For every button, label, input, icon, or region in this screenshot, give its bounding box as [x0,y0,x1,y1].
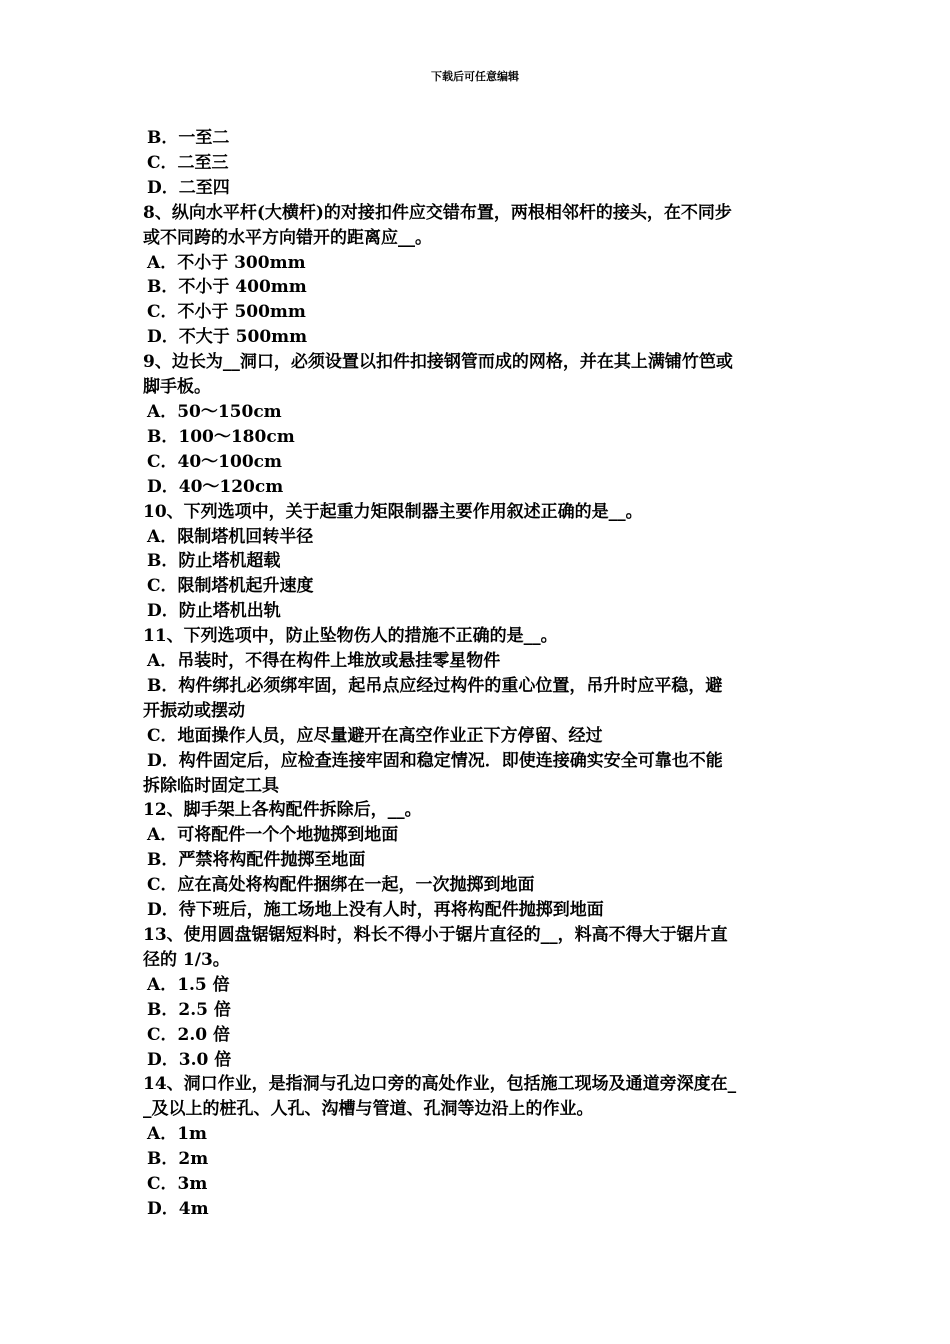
question-text: 拆除临时固定工具 [143,775,279,796]
question-text: 9、边长为__洞口，必须设置以扣件扣接钢管而成的网格，并在其上满铺竹笆或 [143,352,733,373]
question-text: 13、使用圆盘锯锯短料时，料长不得小于锯片直径的__，料高不得大于锯片直 [143,925,728,945]
answer-option: C．不小于 500mm [147,302,306,323]
answer-option: A．1m [147,1124,208,1145]
answer-option: B．不小于 400mm [147,277,307,298]
answer-option: C．限制塔机起升速度 [147,576,314,597]
question-text: 开振动或摆动 [143,700,245,721]
answer-option: D．二至四 [147,177,230,198]
answer-option: C．地面操作人员，应尽量避开在高空作业正下方停留、经过 [147,725,603,746]
answer-option: B．2m [147,1149,209,1170]
question-text: _及以上的桩孔、人孔、沟槽与管道、孔洞等边沿上的作业。 [143,1099,594,1120]
question-text: 12、脚手架上各构配件拆除后，__。 [143,800,422,821]
answer-option: D．3.0 倍 [147,1049,232,1070]
answer-option: B．构件绑扎必须绑牢固，起吊点应经过构件的重心位置，吊升时应平稳，避 [147,675,723,696]
answer-option: B．2.5 倍 [147,999,231,1020]
answer-option: C．2.0 倍 [147,1024,231,1045]
question-text: 10、下列选项中，关于起重力矩限制器主要作用叙述正确的是__。 [143,501,643,522]
answer-option: C．3m [147,1174,208,1195]
answer-option: A．可将配件一个个地抛掷到地面 [147,825,399,846]
question-text: 脚手板。 [143,377,211,398]
answer-option: D．待下班后，施工场地上没有人时，再将构配件抛掷到地面 [147,900,604,921]
answer-option: B．严禁将构配件抛掷至地面 [147,850,366,871]
answer-option: A．吊装时，不得在构件上堆放或悬挂零星物件 [147,651,501,672]
answer-option: D．防止塔机出轨 [147,601,281,622]
question-list [143,126,813,1222]
answer-option: D．40～120cm [147,476,284,497]
answer-option: D．不大于 500mm [147,327,308,348]
answer-option: C．二至三 [147,152,229,173]
answer-option: D．构件固定后，应检查连接牢固和稳定情况．即使连接确实安全可靠也不能 [147,750,723,771]
question-text: 14、洞口作业，是指洞与孔边口旁的高处作业，包括施工现场及通道旁深度在_ [143,1074,737,1095]
answer-option: C．40～100cm [147,451,283,472]
answer-option: A．限制塔机回转半径 [147,526,314,547]
answer-option: A．50～150cm [147,401,282,422]
answer-option: B．100～180cm [147,426,295,447]
answer-option: A．不小于 300mm [147,252,306,273]
question-text: 或不同跨的水平方向错开的距离应__。 [143,227,432,248]
answer-option: A．1.5 倍 [147,974,230,995]
question-text: 径的 1/3。 [143,949,230,970]
answer-option: B．防止塔机超载 [147,551,281,572]
answer-option: B．一至二 [147,128,230,148]
answer-option: D．4m [147,1198,209,1219]
page-header: 下载后可任意编辑 [431,70,519,83]
question-text: 8、纵向水平杆(大横杆)的对接扣件应交错布置，两根相邻杆的接头，在不同步 [143,202,732,223]
question-text: 11、下列选项中，防止坠物伤人的措施不正确的是__。 [143,626,558,647]
answer-option: C．应在高处将构配件捆绑在一起，一次抛掷到地面 [147,875,535,896]
